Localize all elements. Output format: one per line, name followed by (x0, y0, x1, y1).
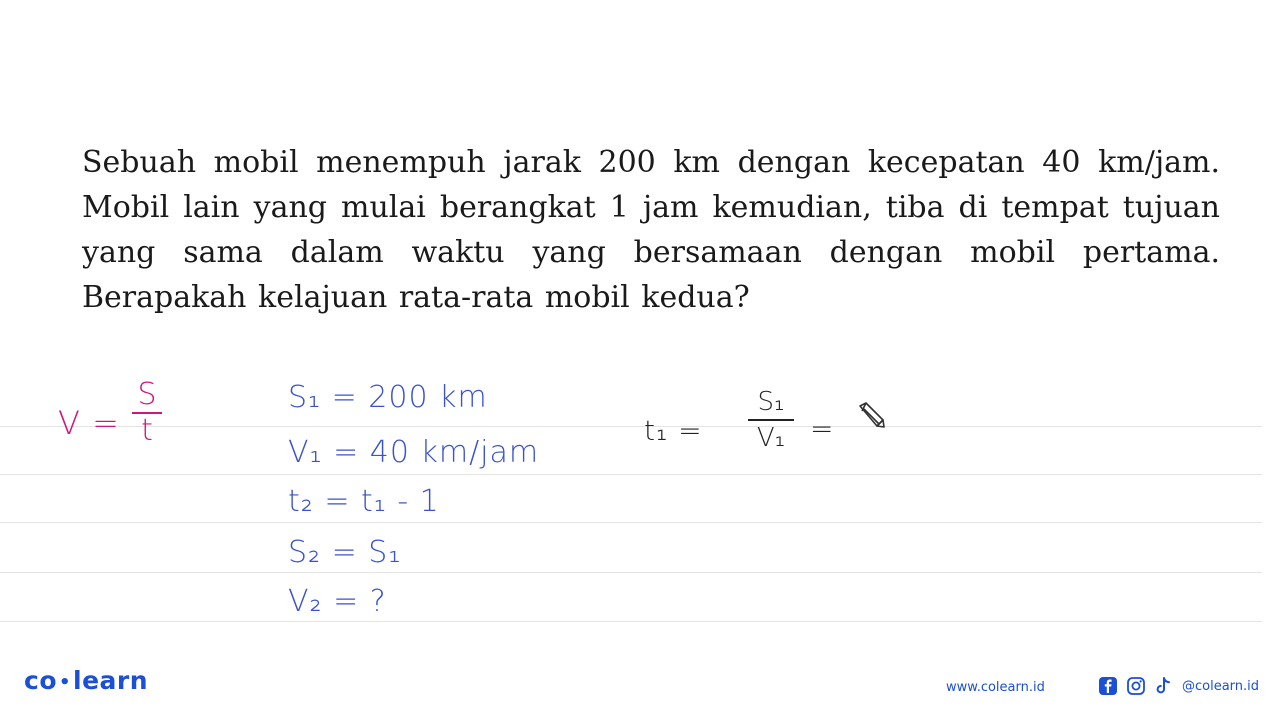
given-v1: V₁ = 40 km/jam (288, 435, 540, 470)
formula-denominator: t (141, 413, 153, 448)
t1-denominator: V₁ (756, 423, 786, 453)
social-handle[interactable]: @colearn.id (1182, 678, 1260, 694)
formula-fraction (132, 378, 162, 448)
formula-numerator: S (137, 377, 157, 412)
given-s2: S₂ = S₁ (288, 535, 402, 570)
brand-right: learn (73, 666, 149, 695)
colearn-logo (24, 666, 148, 695)
instagram-icon[interactable] (1126, 676, 1146, 696)
given-s1: S₁ = 200 km (288, 380, 488, 415)
t1-fraction (748, 385, 794, 455)
ruled-line (0, 426, 1262, 427)
social-links (1098, 676, 1259, 696)
problem-statement: Sebuah mobil menempuh jarak 200 km dengan kecepatan 40 km/jam. Mobil lain yang mulai berangkat 1 jam kemudian, tiba di tempat tujuan yang sama dalam waktu yang bersamaan dengan mobil pertama. Berapakah kelajuan rata-rata mobil kedua? (82, 145, 1220, 315)
brand-left: co (24, 666, 57, 695)
ruled-line (0, 474, 1262, 475)
pencil-icon (856, 400, 886, 430)
t1-lhs: t₁ = (644, 414, 703, 447)
website-link[interactable]: www.colearn.id (946, 680, 1045, 695)
t1-rhs: = (810, 412, 835, 445)
formula-lhs: V = (58, 404, 120, 442)
tiktok-icon[interactable] (1154, 676, 1172, 696)
ruled-line (0, 522, 1262, 523)
facebook-icon[interactable] (1098, 676, 1118, 696)
given-v2: V₂ = ? (288, 584, 387, 619)
t1-numerator: S₁ (757, 387, 785, 417)
brand-dot: • (59, 671, 72, 693)
ruled-line (0, 621, 1262, 622)
ruled-line (0, 572, 1262, 573)
given-t2: t₂ = t₁ - 1 (288, 484, 440, 519)
